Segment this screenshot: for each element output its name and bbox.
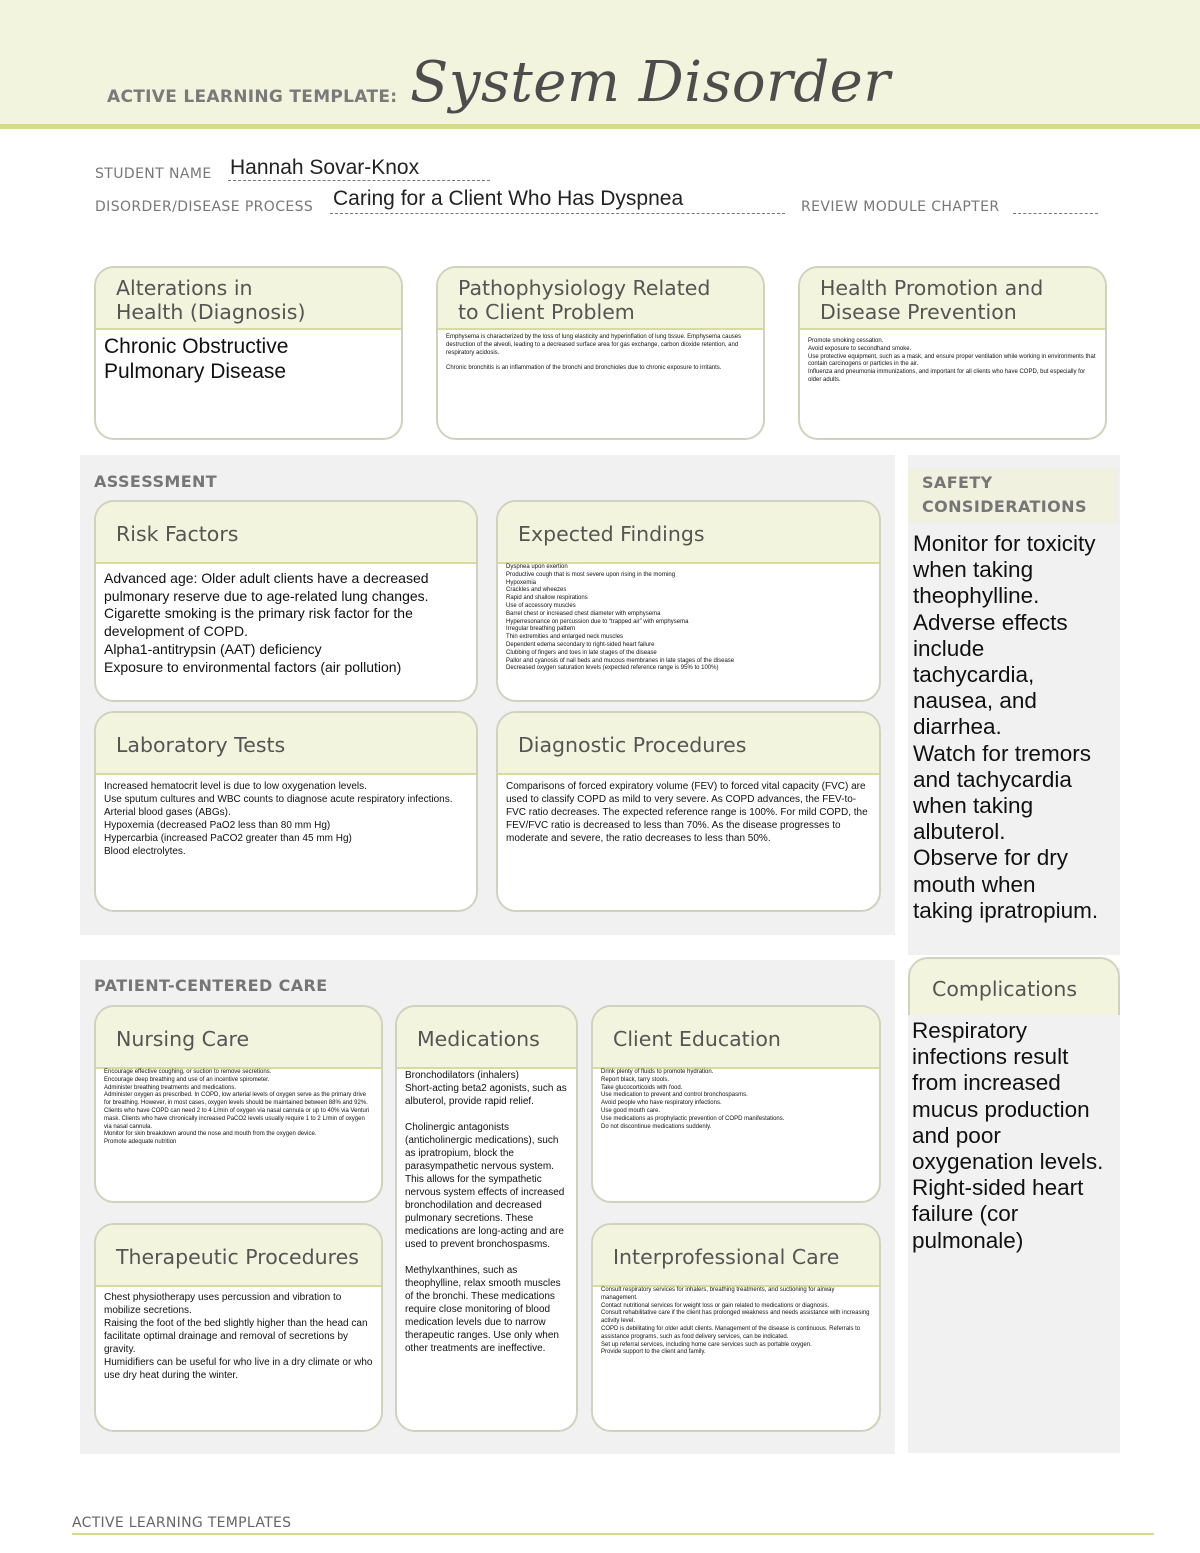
review-module-line: [1013, 213, 1098, 214]
nursing-care-box: [94, 1005, 383, 1203]
disorder-field[interactable]: Caring for a Client Who Has Dyspnea: [333, 187, 684, 210]
diagnostic-procedures-body[interactable]: Comparisons of forced expiratory volume (FEV) to forced vital capacity (FVC) are used to classify COPD as mild to very severe. As COPD advances, the FEV-to-FVC ratio decreases. The expected reference range is 100%. For mild COPD, the FEV/FVC ratio is decreased to less than 70%. As the disease progresses to moderate and severe, the ratio decreases to less than 50%.: [506, 781, 868, 844]
interprofessional-care-title: Interprofessional Care: [593, 1225, 879, 1287]
pathophysiology-body[interactable]: Emphysema is characterized by the loss of lung elasticity and hyperinflation of lung tissue. Emphysema causes destruction of the alveoli, leading to a decreased surface area for gas exchange, carbon dioxide retention, and respiratory acidosis. Chronic bronchitis is an inflammation of the bronchi and bronchioles due to chronic exposure to irritants.: [446, 334, 742, 372]
health-promotion-title: Health Promotion and Disease Prevention: [800, 268, 1105, 330]
interprofessional-care-body[interactable]: Consult respiratory services for inhalers, breathing treatments, and suctioning for airway management. Contact nutritional services for weight loss or gain related to medications or diagnosis. Consult rehabilitative care if the client has prolonged weakness and needs assistance with increasing activity level. COPD is debilitating for older adult clients. Management of the disease is continuous. Referrals to assistance programs, such as food delivery services, can be indicated. Set up referral services, including home care services such as portable oxygen. Provide support to the client and family.: [601, 1287, 870, 1356]
diagnostic-procedures-box: [496, 711, 881, 912]
footer-divider: [72, 1533, 1154, 1535]
health-promotion-box: [798, 266, 1107, 440]
risk-factors-body[interactable]: Advanced age: Older adult clients have a decreased pulmonary reserve due to age-related lung changes. Cigarette smoking is the primary risk factor for the development of COPD. Alpha1-antitrypsin (AAT) deficiency Exposure to environmental factors (air pollution): [104, 570, 429, 675]
student-name-label: STUDENT NAME: [95, 166, 212, 182]
patient-care-title: PATIENT-CENTERED CARE: [94, 976, 328, 995]
disorder-label: DISORDER/DISEASE PROCESS: [95, 199, 314, 215]
safety-body[interactable]: Monitor for toxicity when taking theophylline. Adverse effects include tachycardia, nausea, and diarrhea. Watch for tremors and tachycardia when taking albuterol. Observe for dry mouth when taking ipratropium.: [913, 531, 1099, 923]
medications-box: [395, 1005, 578, 1432]
laboratory-tests-body[interactable]: Increased hematocrit level is due to low oxygenation levels. Use sputum cultures and WBC counts to diagnose acute respiratory infections. Arterial blood gases (ABGs). Hypoxemia (decreased PaO2 less than 80 mm Hg) Hypercarbia (increased PaCO2 greater than 45 mm Hg) Blood electrolytes.: [104, 781, 453, 857]
risk-factors-title: Risk Factors: [96, 502, 476, 564]
therapeutic-procedures-box: [94, 1223, 383, 1432]
risk-factors-box: [94, 500, 478, 702]
student-name-field[interactable]: Hannah Sovar-Knox: [230, 156, 420, 179]
review-module-label: REVIEW MODULE CHAPTER: [801, 199, 1000, 215]
template-title: System Disorder: [410, 50, 891, 115]
pathophysiology-box: [436, 266, 765, 440]
student-name-line: [228, 180, 490, 181]
interprofessional-care-box: [591, 1223, 881, 1432]
complications-title: Complications: [910, 959, 1118, 1015]
complications-header-box: [908, 957, 1120, 1015]
laboratory-tests-title: Laboratory Tests: [96, 713, 476, 775]
health-promotion-body[interactable]: Promote smoking cessation. Avoid exposure to secondhand smoke. Use protective equipment, such as a mask, and ensure proper ventilation while working in environments that contain carcinogens or particles in the air. Influenza and pneumonia immunizations, and important for all clients who have COPD, but especially for older adults.: [808, 338, 1096, 383]
header-divider: [0, 124, 1200, 129]
expected-findings-body[interactable]: Dyspnea upon exertion Productive cough that is most severe upon rising in the morning Hypoxemia Crackles and wheezes Rapid and shallow respirations Use of accessory muscles Barrel chest or increased chest diameter with emphysema Hyperresonance on percussion due to “trapped air” with emphysema Irregular breathing pattern Thin extremities and enlarged neck muscles Dependent edema secondary to right-sided heart failure Clubbing of fingers and toes in late stages of the disease Pallor and cyanosis of nail beds and mucous membranes in late stages of the disease Decreased oxygen saturation levels (expected reference range is 95% to 100%): [506, 564, 735, 672]
nursing-care-title: Nursing Care: [96, 1007, 381, 1069]
complications-body[interactable]: Respiratory infections result from increased mucus production and poor oxygenation levels. Right-sided heart failure (cor pulmonale): [912, 1018, 1104, 1253]
assessment-title: ASSESSMENT: [94, 472, 218, 491]
template-label: ACTIVE LEARNING TEMPLATE:: [107, 87, 398, 107]
medications-title: Medications: [397, 1007, 576, 1069]
laboratory-tests-box: [94, 711, 478, 912]
expected-findings-title: Expected Findings: [498, 502, 879, 564]
alterations-body[interactable]: Chronic Obstructive Pulmonary Disease: [104, 335, 289, 383]
safety-title: SAFETY CONSIDERATIONS: [908, 469, 1118, 523]
alterations-box: [94, 266, 403, 440]
nursing-care-body[interactable]: Encourage effective coughing, or suction to remove secretions. Encourage deep breathing and use of an incentive spirometer. Administer breathing treatments and medications. Administer oxygen as prescribed. In COPD, low arterial levels of oxygen serve as the primary drive for breathing. However, in most cases, oxygen levels should be maintained between 88% and 92%. Clients who have COPD can need 2 to 4 L/min of oxygen via nasal cannula or up to 40% via Venturi mask. Clients who have chronically increased PaCO2 levels usually require 1 to 2 L/min of oxygen via nasal cannula. Monitor for skin breakdown around the nose and mouth from the oxygen device. Promote adequate nutrition: [104, 1069, 370, 1146]
therapeutic-procedures-body[interactable]: Chest physiotherapy uses percussion and vibration to mobilize secretions. Raising the foot of the bed slightly higher than the head can facilitate optimal drainage and removal of secretions by gravity. Humidifiers can be useful for who live in a dry climate or who use dry heat during the winter.: [104, 1292, 373, 1381]
therapeutic-procedures-title: Therapeutic Procedures: [96, 1225, 381, 1287]
client-education-box: [591, 1005, 881, 1203]
disorder-line: [330, 213, 785, 214]
alterations-title: Alterations in Health (Diagnosis): [96, 268, 401, 330]
client-education-body[interactable]: Drink plenty of fluids to promote hydration. Report black, tarry stools. Take glucocorticoids with food. Use medication to prevent and control bronchospasms. Avoid people who have respiratory infections. Use good mouth care. Use medications as prophylactic prevention of COPD manifestations. Do not discontinue medications suddenly.: [601, 1069, 785, 1130]
diagnostic-procedures-title: Diagnostic Procedures: [498, 713, 879, 775]
client-education-title: Client Education: [593, 1007, 879, 1069]
pathophysiology-title: Pathophysiology Related to Client Problem: [438, 268, 763, 330]
medications-body[interactable]: Bronchodilators (inhalers) Short-acting beta2 agonists, such as albuterol, provide rapid relief. Cholinergic antagonists (anticholinergic medications), such as ipratropium, block the parasympathetic nervous system. This allows for the sympathetic nervous system effects of increased bronchodilation and decreased pulmonary secretions. These medications are long-acting and are used to prevent bronchospasms. Methylxanthines, such as theophylline, relax smooth muscles of the bronchi. These medications require close monitoring of blood medication levels due to narrow therapeutic ranges. Use only when other treatments are ineffective.: [405, 1070, 567, 1354]
footer-label: ACTIVE LEARNING TEMPLATES: [72, 1515, 292, 1531]
expected-findings-box: [496, 500, 881, 702]
